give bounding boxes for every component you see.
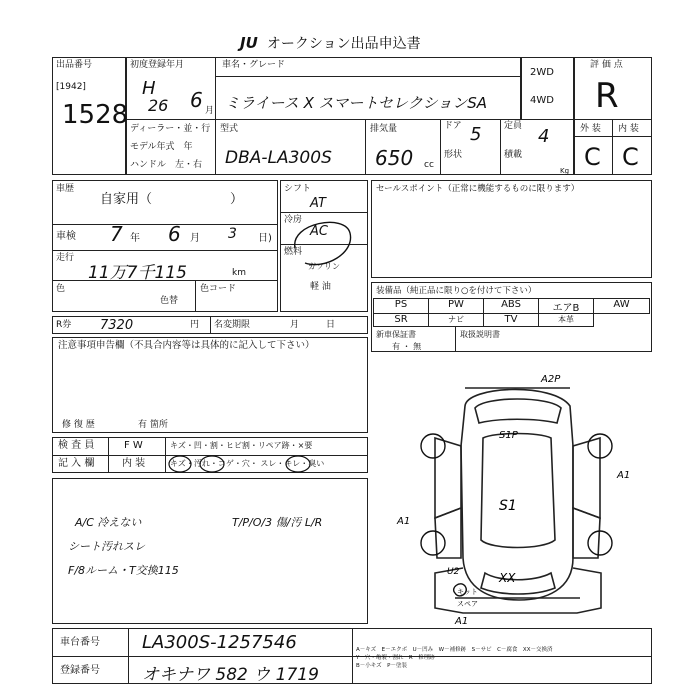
- ext-value: C: [584, 143, 601, 171]
- lot-label: 出品番号: [56, 60, 93, 70]
- int-items: キズ・汚れ・コゲ・穴・ スレ・キレ・臭い: [170, 459, 325, 468]
- repair-label: 修 復 歴: [62, 420, 95, 430]
- load-label: 積載: [504, 150, 523, 160]
- notes-label: 注意事項申告欄（不具合内容等は具体的に記入して下さい）: [58, 340, 315, 351]
- top-block: [52, 57, 652, 175]
- sales-label: セールスポイント（正常に機能するものに限ります）: [376, 184, 580, 194]
- inspect-year: 7: [110, 222, 123, 246]
- ac-label: 冷房: [284, 215, 303, 225]
- inspect-day: 3: [228, 226, 237, 242]
- color-label: 色: [56, 284, 66, 294]
- int-item-circles: [166, 454, 366, 476]
- year-unit: 年: [130, 233, 140, 244]
- manual-label: 取扱説明書: [460, 330, 500, 339]
- diagram-kit: キット: [457, 588, 478, 596]
- diagram-a1-right: A1: [617, 470, 631, 481]
- recycle-unit: 円: [190, 320, 200, 330]
- color-code-label: 色コード: [200, 284, 237, 294]
- equip-label: 装備品（純正品に限り○を付けて下さい）: [376, 286, 537, 296]
- load-unit: Kg: [560, 167, 570, 175]
- diagram-a1-bottom: A1: [455, 616, 469, 627]
- diagram-u2: U2: [447, 567, 460, 577]
- note-seat: シート汚れスレ: [68, 540, 145, 553]
- shift-circle-mark: [285, 208, 365, 278]
- repair-value: 有 箇所: [138, 420, 168, 430]
- int-label: 内 装: [618, 124, 639, 134]
- mileage-value: 11万7千115: [88, 263, 187, 283]
- warranty-value: 有 ・ 無: [392, 342, 422, 351]
- equip-pw: PW: [428, 298, 484, 314]
- recycle-value: 7320: [100, 318, 134, 333]
- warranty-label: 新車保証書: [376, 330, 416, 339]
- equip-leather: 本革: [538, 313, 594, 327]
- first-reg-label: 初度登録年月: [130, 60, 185, 70]
- day-unit: 日): [258, 233, 272, 244]
- fuel-light: 軽 油: [310, 282, 331, 292]
- reg-month-unit: 月: [205, 106, 215, 116]
- fuel-label: 燃料: [284, 247, 303, 257]
- door-label: ドア: [444, 121, 462, 131]
- fuel-value: ガソリン: [308, 262, 340, 271]
- legend-line-2: Y－穴・亀裂・割れ R－修理跡: [356, 655, 435, 661]
- reg-year: 26: [148, 96, 169, 115]
- drive-4wd: 4WD: [530, 95, 554, 106]
- note-top: T/P/O/3 傷/汚 L/R: [232, 516, 323, 529]
- inspector-label: 検 査 員: [58, 440, 95, 451]
- entry-label: 記 入 欄: [58, 458, 95, 469]
- inspection-label: 車検: [56, 231, 76, 242]
- displacement-value: 650: [375, 146, 414, 170]
- seats-label: 定員: [504, 121, 523, 131]
- note-room: F/8ルーム・T交換115: [68, 564, 179, 577]
- grade-value: R: [595, 76, 619, 116]
- sales-block: [371, 180, 652, 278]
- equip-ps: PS: [373, 298, 429, 314]
- door-value: 5: [470, 124, 482, 145]
- seats-value: 4: [538, 126, 550, 147]
- equip-aw: AW: [593, 298, 650, 314]
- equip-airbag: エアB: [538, 298, 594, 314]
- ac-value: AC: [310, 224, 328, 239]
- reg-month: 6: [190, 88, 203, 112]
- form-title: オークション出品申込書: [266, 36, 421, 52]
- shift-label: シフト: [284, 184, 312, 194]
- drive-2wd: 2WD: [530, 67, 554, 78]
- model-year-label: モデル年式 年: [130, 142, 193, 152]
- int-value: C: [622, 143, 639, 171]
- ext-label: 外 装: [580, 124, 601, 134]
- inspect-month: 6: [168, 222, 181, 246]
- header: [240, 33, 421, 53]
- name-change-label: 名変期限: [214, 320, 251, 330]
- mileage-unit: km: [232, 268, 246, 278]
- note-ac: A/C 冷えない: [75, 516, 142, 529]
- name-value: ミライース X スマートセレクションSA: [225, 94, 488, 112]
- color-change-label: 色替: [160, 296, 179, 306]
- grade-label: 評 価 点: [590, 60, 623, 70]
- int-entry-label: 内 装: [122, 458, 146, 469]
- shape-label: 形状: [444, 150, 463, 160]
- displacement-unit: cc: [424, 160, 434, 170]
- chassis-label: 車台番号: [60, 637, 100, 648]
- notes-block: [52, 337, 368, 433]
- legend-line-3: B－小キズ P－塗装: [356, 663, 407, 669]
- diagram-sip: S1P: [499, 430, 518, 441]
- ju-logo: JU: [240, 34, 258, 52]
- usage-value: 自家用（ ）: [100, 192, 244, 207]
- reg-value: オキナワ 582 ウ 1719: [142, 665, 319, 685]
- era: H: [142, 78, 156, 99]
- legend: [356, 646, 650, 670]
- usage-label: 車歴: [56, 184, 75, 194]
- month-unit: 月: [190, 233, 200, 244]
- type-label: 型式: [220, 124, 239, 134]
- mileage-label: 走行: [56, 253, 75, 263]
- reg-label: 登録番号: [60, 665, 100, 676]
- shift-value: AT: [310, 196, 326, 211]
- fw-items: キズ・凹・割・ヒビ割・リペア跡・×要: [170, 441, 313, 450]
- equip-tv: TV: [483, 313, 539, 327]
- roof-outline: [481, 434, 555, 548]
- car-damage-diagram: [395, 368, 665, 628]
- lot-number: 1528: [62, 100, 129, 130]
- recycle-label: R券: [56, 320, 72, 330]
- equip-navi: ナビ: [428, 313, 484, 327]
- diagram-spare: スペア: [457, 600, 478, 608]
- fw-label: F W: [124, 440, 143, 451]
- displacement-label: 排気量: [370, 124, 398, 134]
- legend-line-1: A－キズ E－エクボ U－凹み W－補修跡 S－サビ C－腐食 XX－交換済: [356, 647, 553, 653]
- type-value: DBA-LA300S: [225, 148, 332, 168]
- name-change-unit: 月 日: [290, 320, 336, 330]
- diagram-s1: S1: [499, 498, 517, 514]
- chassis-value: LA300S-1257546: [142, 632, 297, 653]
- diagram-xx: XX: [499, 571, 516, 585]
- dealer-label: ディーラー・並・行: [130, 124, 211, 134]
- diagram-a1-left: A1: [397, 516, 411, 527]
- name-label: 車名・グレード: [222, 60, 286, 70]
- equip-abs: ABS: [483, 298, 539, 314]
- diagram-a2p: A2P: [541, 374, 561, 385]
- lot-sub: [1942]: [56, 82, 86, 92]
- handle-label: ハンドル 左・右: [130, 160, 203, 170]
- equip-sr: SR: [373, 313, 429, 327]
